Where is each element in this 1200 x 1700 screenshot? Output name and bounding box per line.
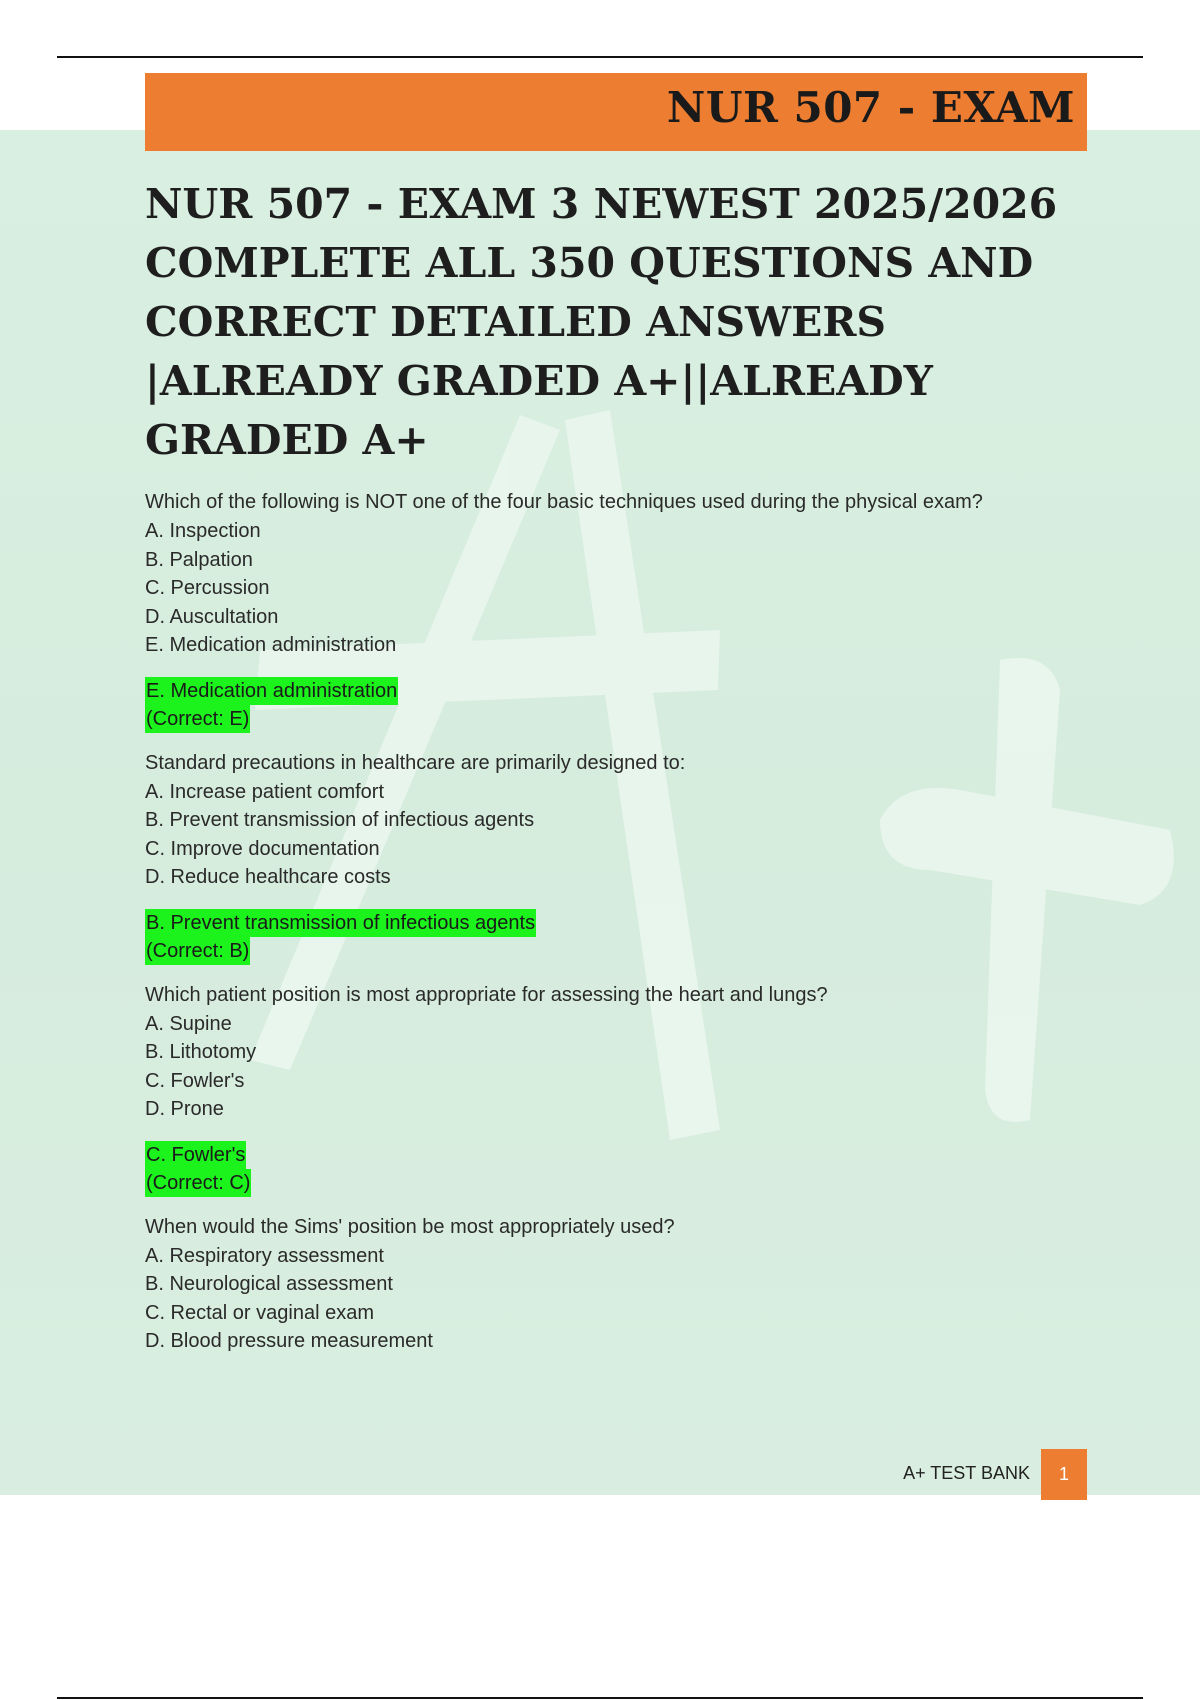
question-block	[145, 749, 1105, 965]
header-title: NUR 507 - EXAM	[666, 83, 1075, 132]
option: C. Fowler's	[145, 1069, 245, 1092]
bottom-rule	[57, 1697, 1143, 1699]
question-block	[145, 488, 1105, 733]
option: A. Increase patient comfort	[145, 780, 385, 803]
answer-text: B. Prevent transmission of infectious agents	[145, 909, 536, 937]
footer-label: A+ TEST BANK	[903, 1463, 1030, 1483]
correct-label: (Correct: E)	[145, 705, 250, 733]
option: A. Inspection	[145, 520, 261, 542]
option: D. Blood pressure measurement	[145, 1330, 433, 1352]
correct-label: (Correct: B)	[145, 937, 250, 965]
option: D. Auscultation	[145, 605, 279, 628]
answer-highlight	[145, 1141, 1105, 1197]
page-number: 1	[1041, 1449, 1087, 1500]
document-title: NUR 507 - EXAM 3 NEWEST 2025/2026 COMPLETE ALL 350 QUESTIONS AND CORRECT DETAILED ANSWERS |ALREADY GRADED A+||ALREADY GRADED A+	[145, 180, 1058, 464]
question-block	[145, 1213, 1105, 1356]
correct-label: (Correct: C)	[145, 1169, 251, 1197]
answer-text: E. Medication administration	[145, 677, 398, 705]
answer-highlight	[145, 909, 1105, 965]
option: C. Percussion	[145, 577, 270, 599]
question-block	[145, 981, 1105, 1197]
answer-text: C. Fowler's	[145, 1141, 246, 1169]
question-list	[145, 488, 1105, 1356]
option: D. Reduce healthcare costs	[145, 866, 391, 888]
option: C. Improve documentation	[145, 837, 380, 860]
question-text: When would the Sims' position be most appropriately used?	[145, 1215, 675, 1238]
option: E. Medication administration	[145, 634, 397, 656]
answer-highlight	[145, 677, 1105, 733]
header-bar	[145, 73, 1087, 151]
option: B. Palpation	[145, 548, 253, 571]
top-rule	[57, 56, 1143, 58]
question-text: Which of the following is NOT one of the four basic techniques used during the physical exam?	[145, 491, 983, 513]
option: B. Lithotomy	[145, 1041, 257, 1063]
option: A. Respiratory assessment	[145, 1244, 384, 1267]
question-text: Which patient position is most appropriate for assessing the heart and lungs?	[145, 983, 828, 1006]
question-text: Standard precautions in healthcare are primarily designed to:	[145, 751, 686, 774]
option: B. Neurological assessment	[145, 1273, 393, 1295]
option: C. Rectal or vaginal exam	[145, 1301, 374, 1324]
option: D. Prone	[145, 1098, 224, 1120]
option: B. Prevent transmission of infectious agents	[145, 809, 535, 831]
option: A. Supine	[145, 1012, 232, 1035]
